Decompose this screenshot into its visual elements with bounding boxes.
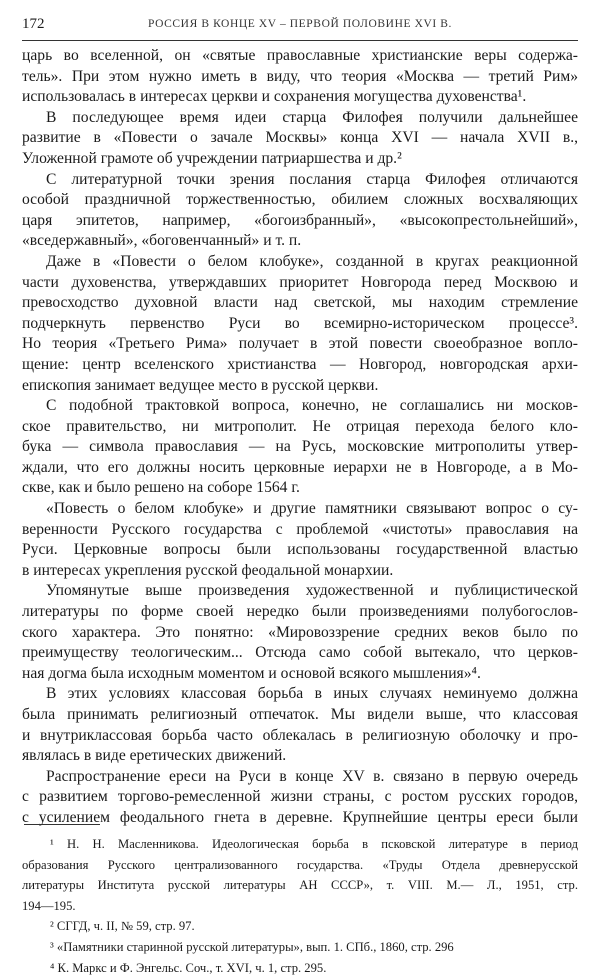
text-line: ⁴ К. Маркс и Ф. Энгельс. Соч., т. XVI, ч. 1, стр. 295. [50, 960, 327, 975]
text-line: щение: центр вселенского христианства — Новгород, новгородская архи- [22, 355, 578, 373]
text-line: с усилением феодального гнета в деревне. Крупнейшие центры ереси были [22, 808, 578, 826]
text-line: тель». При этом нужно иметь в виду, что теория «Москва — третий Рим» [22, 67, 578, 85]
text-line: епископия занимает ведущее место в русской церкви. [22, 376, 379, 394]
header-rule [22, 40, 578, 41]
paragraph [22, 46, 578, 108]
text-line: Уложенной грамоте об учреждении патриаршества и др.² [22, 149, 402, 167]
text-line: «вседержавный», «боговенчанный» и т. п. [22, 232, 302, 250]
text-line: ² СГГД, ч. II, № 59, стр. 97. [50, 919, 195, 934]
text-line: превосходство духовной власти над светской, мы находим стремление [22, 294, 578, 312]
text-line: особой праздничной торжественностью, обилием сложных восхваляющих [22, 191, 578, 209]
text-line: царя эпитетов, например, «богоизбранный», «высокопрестольнейший», [22, 211, 578, 229]
page-number: 172 [22, 16, 45, 32]
paragraph [22, 499, 578, 581]
text-line: Даже в «Повести о белом клобуке», созданной в кругах реакционной [46, 252, 578, 270]
text-line: с развитием торгово-ремесленной жизни страны, с ростом русских городов, [22, 788, 578, 806]
text-line: Упомянутые выше произведения художественной и публицистической [46, 582, 578, 600]
text-line: развитие в «Повести о зачале Москвы» конца XVI — начала XVII в., [22, 129, 578, 147]
text-line: В последующее время идеи старца Филофея получили дальнейшее [46, 108, 578, 126]
footnotes [22, 836, 578, 980]
paragraph [22, 581, 578, 684]
text-line: части духовенства, утверждавших приоритет Новгорода перед Москвою и [22, 273, 578, 291]
text-line: подчеркнуть первенство Руси во всемирно-историческом процессе³. [22, 314, 578, 332]
text-line: С подобной трактовкой вопроса, конечно, не соглашались ни москов- [46, 397, 578, 415]
text-line: являлась в виде еретических движений. [22, 747, 287, 765]
text-line: литературы Института русской литературы АН СССР», т. VIII. М.— Л., 1951, стр. [22, 878, 578, 893]
paragraph [22, 252, 578, 396]
text-line: Руси. Церковные вопросы были использованы государственной властью [22, 541, 578, 559]
text-line: ¹ Н. Н. Масленникова. Идеологическая борьба в псковской литературе в период [50, 837, 578, 851]
text-line: скве, как и было решено на соборе 1564 г. [22, 479, 300, 497]
paragraph [22, 684, 578, 766]
text-line: образования Русского централизованного государства. «Труды Отдела древнерусской [22, 857, 578, 872]
running-header [22, 16, 578, 36]
text-line: С литературной точки зрения послания старца Филофея отличаются [46, 170, 578, 188]
text-line: веренности Русского государства с проблемой «чистоты» православия на [22, 520, 578, 538]
text-line: использовалась в интересах церкви и сохранения могущества духовенства¹. [22, 88, 527, 106]
paragraph [22, 170, 578, 252]
footnote [22, 918, 578, 939]
body-text [22, 46, 578, 829]
text-line: царь во вселенной, он «святые православные христианские веры содержа- [22, 47, 578, 64]
footnote-rule [24, 824, 100, 825]
footnote [22, 836, 578, 918]
text-line: и внутриклассовая борьба часто облекалась в религиозную оболочку и про- [22, 726, 578, 744]
text-line: ная догма была исходным моментом и основой всякого мышления»⁴. [22, 664, 481, 682]
text-line: была принимать религиозный отпечаток. Мы видели выше, что классовая [22, 706, 578, 723]
paragraph [22, 396, 578, 499]
text-line: в интересах укрепления русской феодальной монархии. [22, 561, 394, 579]
paragraph [22, 767, 578, 829]
text-line: ждали, что его должны носить церковные иерархи не в Новгороде, а в Мо- [22, 458, 578, 476]
text-line: бука — символа православия — на Русь, московские митрополиты утвер- [22, 438, 578, 456]
text-line: литературы по форме своей нередко были произведениями полубогослов- [22, 603, 578, 621]
text-line: «Повесть о белом клобуке» и другие памятники связывают вопрос о су- [46, 500, 578, 518]
text-line: ское правительство, ни митрополит. Не отрицая перехода белого кло- [22, 417, 578, 435]
text-line: Распространение ереси на Руси в конце XV в. связано в первую очередь [46, 767, 578, 785]
text-line: ского характера. Это понятно: «Мировоззрение средних веков было по [22, 623, 578, 641]
text-line: ³ «Памятники старинной русской литературы», вып. 1. СПб., 1860, стр. 296 [50, 939, 454, 954]
running-title: РОССИЯ В КОНЦЕ XV – ПЕРВОЙ ПОЛОВИНЕ XVI В. [147, 18, 453, 30]
text-line: преимуществу теологическим... Отсюда само собой вытекало, что церков- [22, 644, 578, 662]
footnote [22, 960, 578, 980]
paragraph [22, 108, 578, 170]
text-line: 194—195. [22, 898, 76, 913]
footnote [22, 939, 578, 960]
text-line: В этих условиях классовая борьба в иных случаях неминуемо должна [46, 685, 578, 703]
text-line: Но теория «Третьего Рима» получает в этой повести своеобразное вопло- [22, 335, 578, 353]
